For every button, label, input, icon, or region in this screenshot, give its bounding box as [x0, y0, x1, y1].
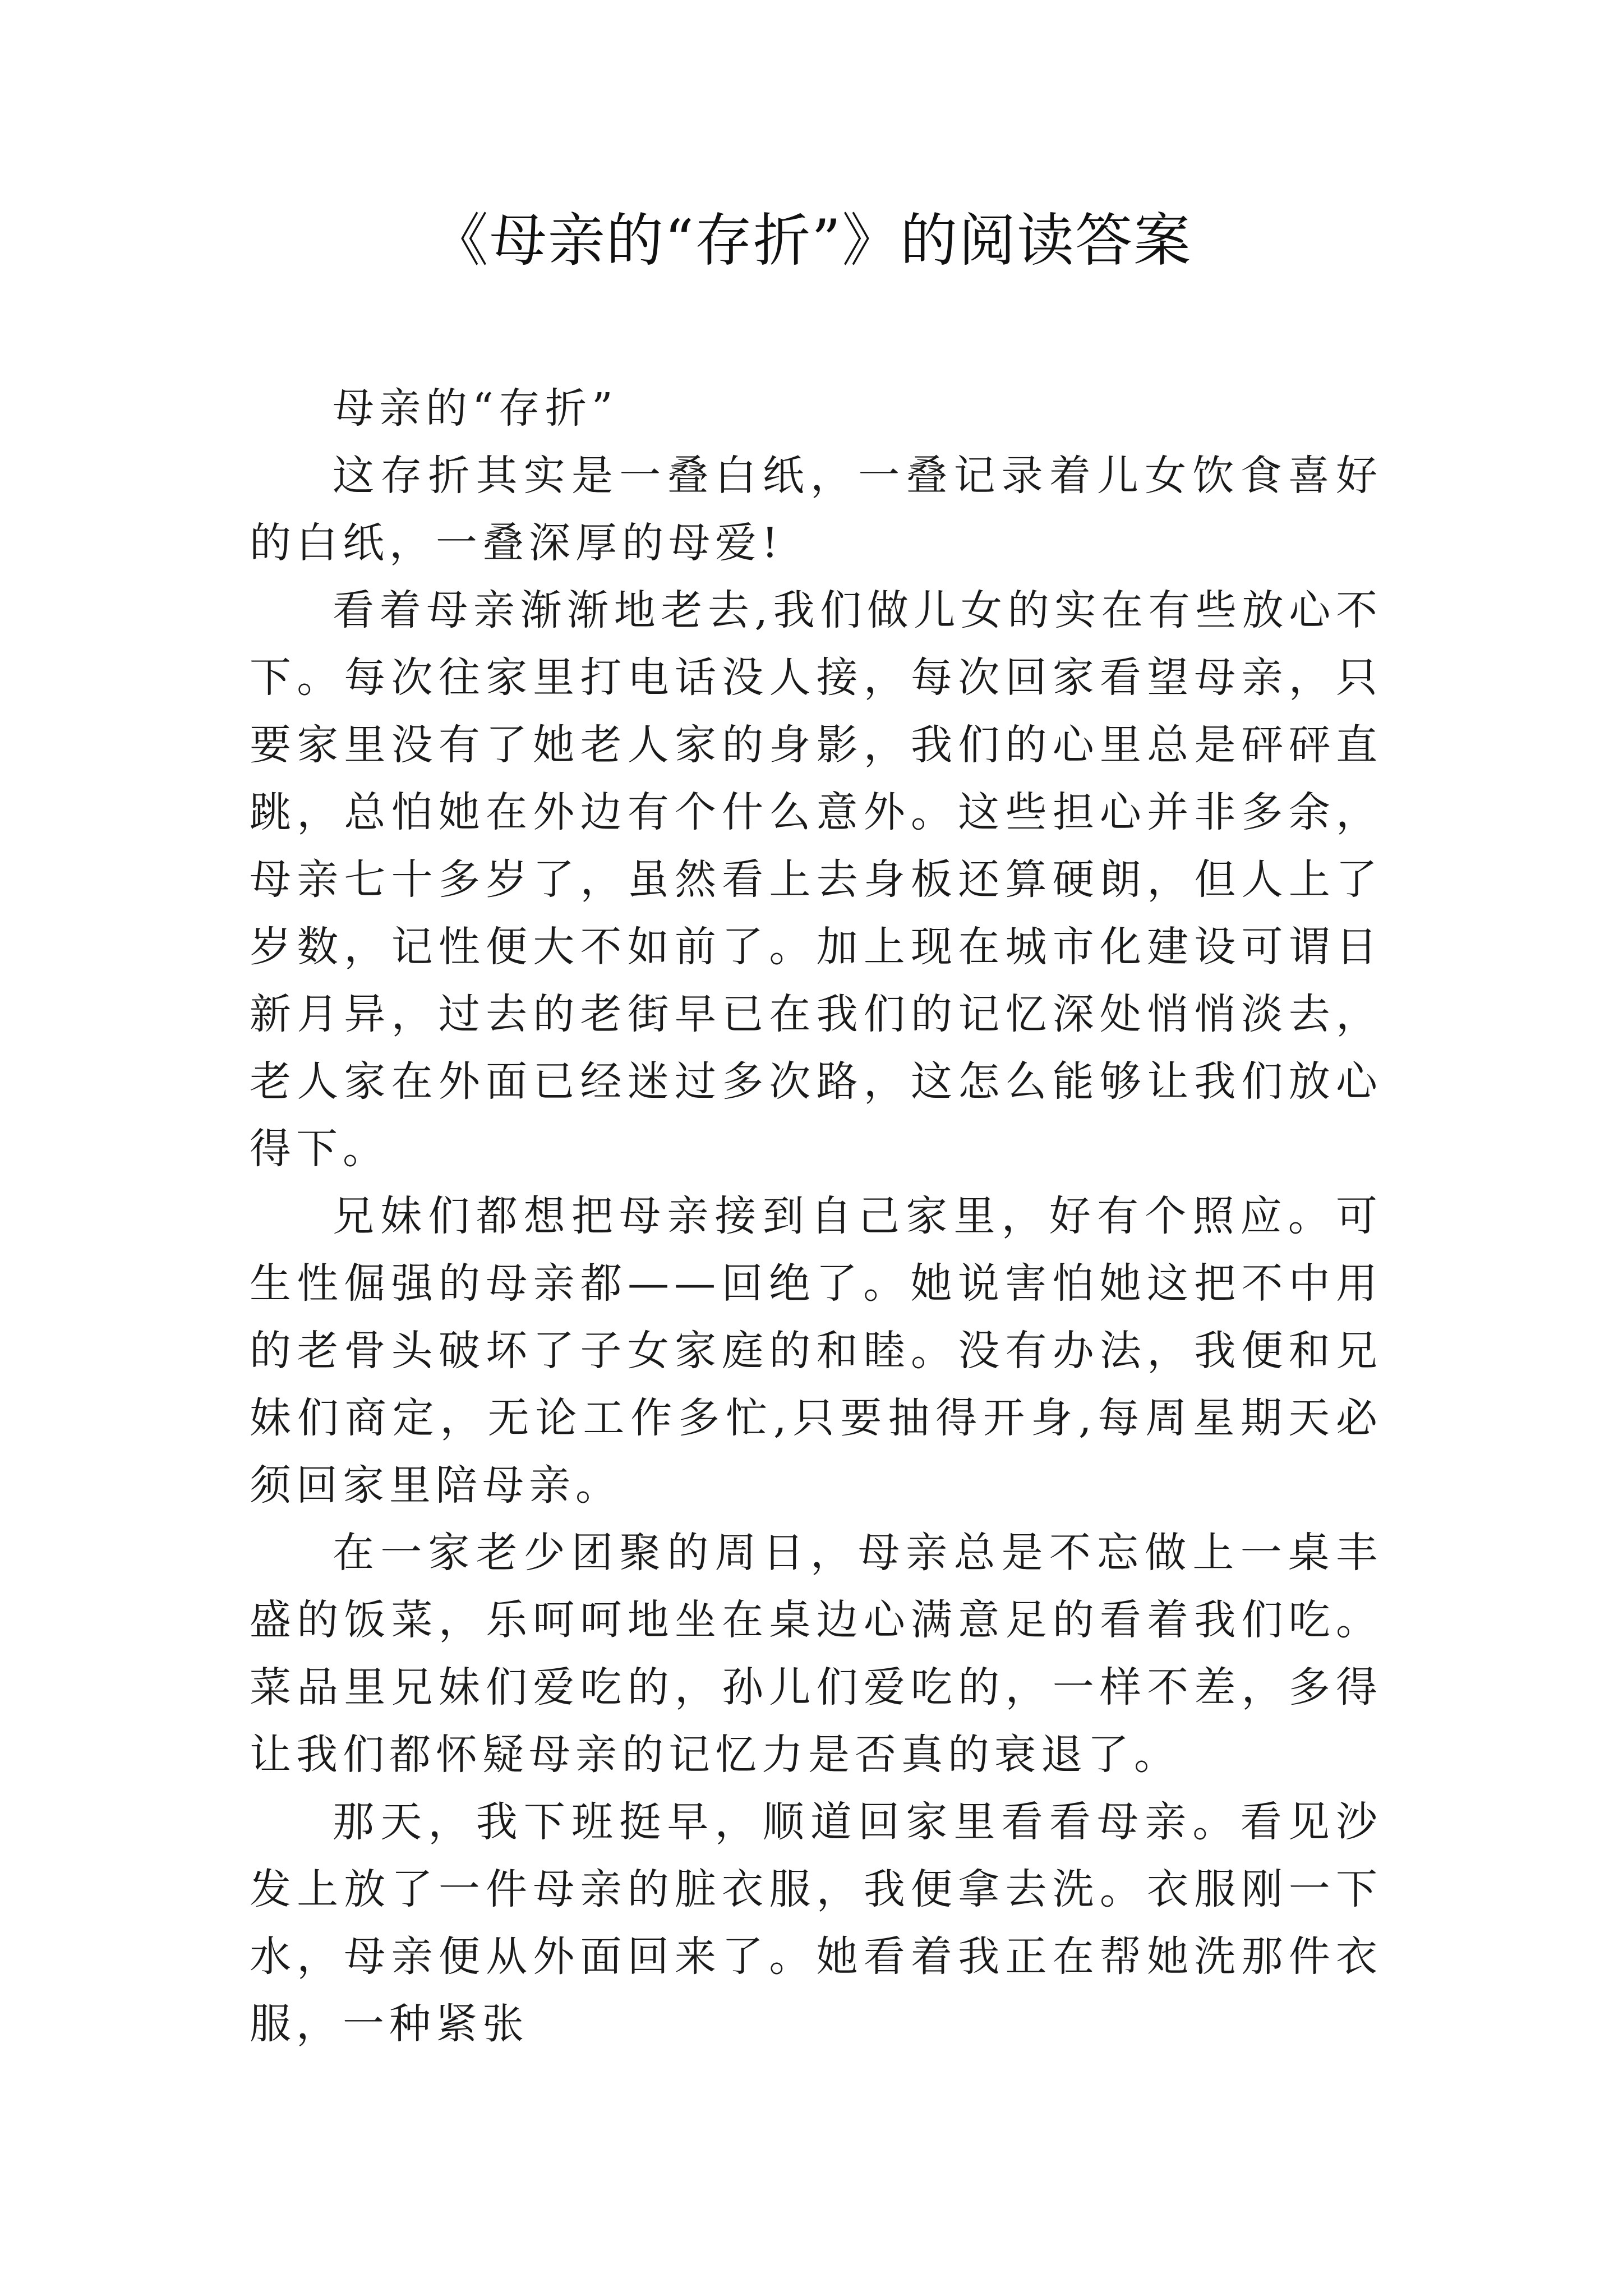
paragraph-subtitle: 母亲的“存折”: [333, 384, 618, 432]
paragraph-1: 这存折其实是一叠白纸，一叠记录着儿女饮食喜好的白纸，一叠深厚的母爱!: [250, 452, 1382, 567]
paragraph-2: 看着母亲渐渐地老去,我们做儿女的实在有些放心不下。每次往家里打电话没人接，每次回家看望母亲，只要家里没有了她老人家的身影，我们的心里总是砰砰直跳，总怕她在外边有个什么意外。这些担心并非多余，母亲七十多岁了，虽然看上去身板还算硬朗，但人上了岁数，记性便大不如前了。加上现在城市化建设可谓日新月异，过去的老街早已在我们的记忆深处悄悄淡去，老人家在外面已经迷过多次路，这怎么能够让我们放心得下。: [250, 586, 1382, 1173]
paragraph-4: 在一家老少团聚的周日，母亲总是不忘做上一桌丰盛的饭菜，乐呵呵地坐在桌边心满意足的看着我们吃。菜品里兄妹们爱吃的，孙儿们爱吃的，一样不差，多得让我们都怀疑母亲的记忆力是否真的衰退了。: [250, 1529, 1382, 1779]
paragraph-5: 那天，我下班挺早，顺道回家里看看母亲。看见沙发上放了一件母亲的脏衣服，我便拿去洗。衣服刚一下水，母亲便从外面回来了。她看着我正在帮她洗那件衣服，一种紧张: [250, 1798, 1382, 2048]
document-body: [250, 375, 1382, 2058]
document-title: 《母亲的“存折”》的阅读答案: [431, 208, 1192, 274]
paragraph-3: 兄妹们都想把母亲接到自己家里，好有个照应。可生性倔强的母亲都——回绝了。她说害怕她这把不中用的老骨头破坏了子女家庭的和睦。没有办法，我便和兄妹们商定，无论工作多忙,只要抽得开身,每周星期天必须回家里陪母亲。: [250, 1192, 1382, 1510]
